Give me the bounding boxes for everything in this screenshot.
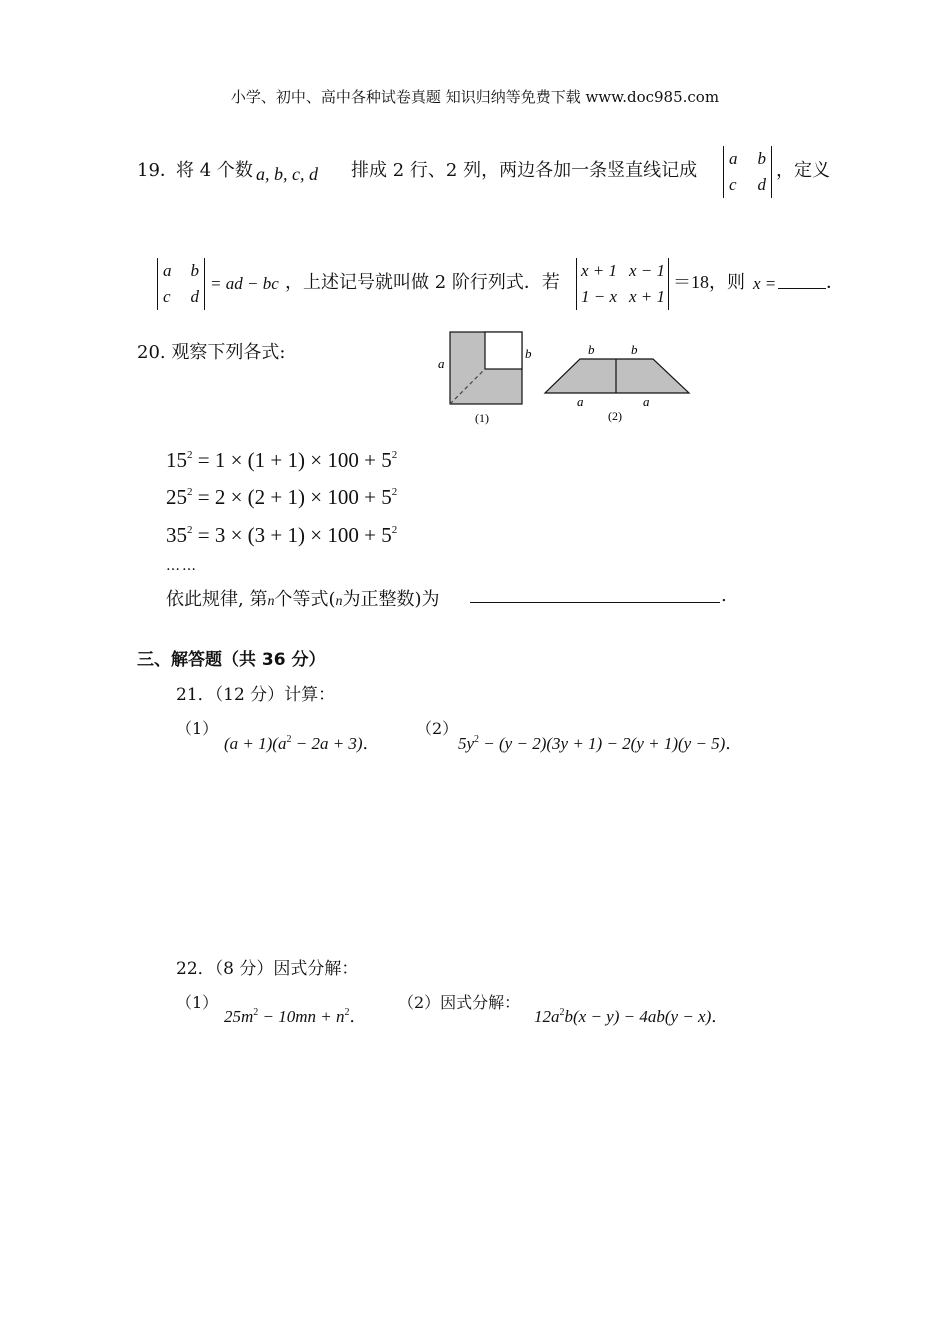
label-a: a — [577, 394, 584, 409]
det-entry: c — [163, 287, 171, 306]
formula-exponent: 2 — [187, 486, 193, 498]
part-label: （1） — [176, 993, 219, 1012]
period: ． — [711, 1007, 729, 1026]
variable-n: n — [335, 594, 343, 609]
period: ． — [725, 734, 743, 753]
expression-exponent: 2 — [253, 1007, 259, 1018]
det-entry: x + 1 — [581, 261, 618, 280]
figure-caption: (2) — [608, 409, 622, 423]
det-entry: x + 1 — [628, 287, 665, 306]
label-a: a — [438, 356, 445, 371]
page-header: 小学、初中、高中各种试卷真题 知识归纳等免费下载 www.doc985.com — [230, 88, 720, 106]
formula-base: 35 — [166, 523, 187, 547]
expression — [224, 729, 380, 754]
answer-blank[interactable] — [778, 288, 826, 289]
expression-part: − 10mn + n — [258, 1007, 345, 1026]
figure-2-trapezoid-diagram — [545, 342, 689, 423]
formula-exponent: 2 — [187, 524, 193, 536]
formula-exponent: 2 — [391, 486, 398, 498]
determinant-equation — [576, 258, 669, 310]
label-b: b — [525, 346, 532, 361]
part-label: （2）因式分解： — [398, 993, 521, 1012]
variable-list: a, b, c, d — [256, 164, 318, 184]
expression-exponent: 2 — [474, 734, 480, 745]
formula-rhs: = 3 × (3 + 1) × 100 + 5 — [197, 523, 392, 547]
figure-1-square-diagram — [438, 332, 532, 425]
determinant-notation — [723, 146, 772, 198]
part-label: （2） — [416, 719, 459, 738]
determinant-definition — [157, 258, 205, 310]
expression — [224, 1002, 367, 1027]
answer-blank[interactable] — [470, 602, 720, 603]
expression-part: − 2a + 3) — [291, 734, 363, 753]
part-label: （1） — [176, 719, 219, 738]
det-entry: d — [190, 287, 199, 306]
equation-rhs: ＝18，则 — [673, 272, 745, 292]
question-title: 21．（12 分）计算： — [176, 685, 336, 705]
period: ． — [349, 1007, 367, 1026]
question-number: 19． — [137, 160, 178, 181]
expression-exponent: 2 — [286, 734, 292, 745]
label-a: a — [643, 394, 650, 409]
period: ． — [826, 272, 844, 293]
formula-base: 25 — [166, 485, 187, 509]
formula-line — [166, 523, 397, 548]
expression-part: − (y − 2)(3y + 1) − 2(y + 1)(y − 5) — [479, 734, 726, 753]
expression-part: b(x − y) − 4ab(y − x) — [564, 1007, 712, 1026]
prompt-text: 为正整数)为 — [342, 589, 440, 610]
period: ． — [362, 734, 380, 753]
expression — [458, 729, 742, 754]
expression — [534, 1002, 728, 1027]
period: . — [721, 585, 727, 606]
expression-part: 25m — [224, 1007, 254, 1026]
question-text: 将 4 个数 — [176, 160, 253, 181]
question-text: 排成 2 行、2 列，两边各加一条竖直线记成 — [351, 160, 698, 181]
prompt-text: 依此规律, 第 — [166, 589, 268, 610]
det-entry: 1 − x — [581, 287, 618, 306]
formula-base: 15 — [166, 448, 187, 472]
question-text: ，定义 — [776, 160, 830, 181]
det-entry: a — [163, 261, 172, 280]
question-heading: 20. 观察下列各式: — [137, 342, 286, 363]
expression-part: 5y — [458, 734, 475, 753]
figure-caption: (1) — [475, 411, 489, 425]
det-entry: b — [757, 149, 766, 168]
det-entry: c — [729, 175, 737, 194]
expression-part: 12a — [534, 1007, 560, 1026]
section-title: 三、解答题（共 36 分） — [137, 650, 326, 670]
answer-prefix: x = — [753, 274, 777, 293]
formula-rhs: = 1 × (1 + 1) × 100 + 5 — [197, 448, 392, 472]
det-entry: b — [190, 261, 199, 280]
ellipsis: …… — [166, 558, 198, 574]
formula-line — [166, 485, 397, 510]
question-text: ，上述记号就叫做 2 阶行列式．若 — [285, 272, 560, 293]
geometry-figures — [430, 326, 700, 430]
pattern-prompt — [166, 585, 440, 611]
formula-exponent: 2 — [391, 449, 398, 461]
formula-exponent: 2 — [391, 524, 398, 536]
label-b: b — [588, 342, 595, 357]
question-title: 22．（8 分）因式分解： — [176, 959, 359, 979]
definition-formula: = ad − bc — [210, 274, 279, 293]
det-entry: x − 1 — [628, 261, 665, 280]
expression-exponent: 2 — [344, 1007, 350, 1018]
prompt-text: 个等式( — [274, 589, 336, 610]
formula-line — [166, 448, 397, 473]
formula-rhs: = 2 × (2 + 1) × 100 + 5 — [197, 485, 392, 509]
formula-exponent: 2 — [187, 449, 193, 461]
variable-n: n — [267, 594, 275, 609]
det-entry: a — [729, 149, 738, 168]
det-entry: d — [757, 175, 766, 194]
expression-part: (a + 1)(a — [224, 734, 287, 753]
expression-exponent: 2 — [559, 1007, 565, 1018]
label-b: b — [631, 342, 638, 357]
